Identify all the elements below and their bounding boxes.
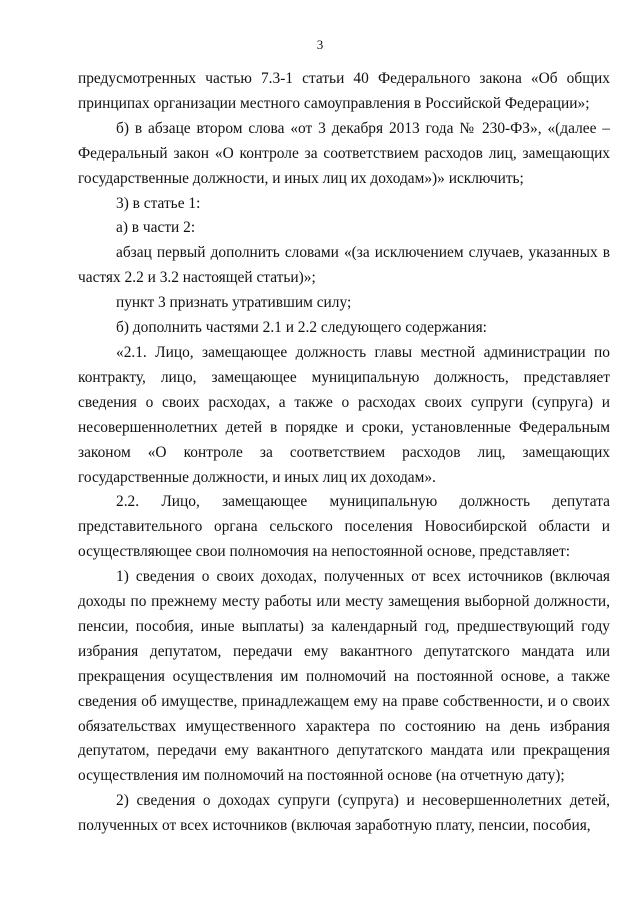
paragraph-article-1: 3) в статье 1: bbox=[116, 194, 201, 212]
paragraph-b-exclusion: б) в абзаце втором слова «от 3 декабря 2013 года № 230-ФЗ», «(далее – Федеральный закон «О контроле за соответствием расходов лиц, замещающих государственные должности, и иных лиц их доходам»)» исключить; bbox=[78, 119, 610, 187]
document-body bbox=[78, 67, 610, 839]
paragraph-2-2: 2.2. Лицо, замещающее муниципальную должность депутата представительного органа сельского поселения Новосибирской области и осуществляющее свои полномочия на непостоянной основе, представляет: bbox=[78, 493, 610, 561]
paragraph-2-1: «2.1. Лицо, замещающее должность главы местной администрации по контракту, лицо, замещающее муниципальную должность, представляет сведения о своих расходах, а также о расходах своих супруги (супруга) и несовершеннолетних детей в порядке и сроки, установленные Федеральным законом «О контроле за соответствием расходов лиц, замещающих государственные должности, и иных лиц их доходам». bbox=[78, 343, 610, 486]
paragraph-first-abzac: абзац первый дополнить словами «(за исключением случаев, указанных в частях 2.2 и 3.2 настоящей статьи)»; bbox=[78, 244, 610, 287]
paragraph-add-parts: б) дополнить частями 2.1 и 2.2 следующего содержания: bbox=[116, 319, 487, 337]
paragraph-part-2: а) в части 2: bbox=[116, 219, 196, 237]
paragraph-continuation: предусмотренных частью 7.3-1 статьи 40 Федерального закона «Об общих принципах организации местного самоуправления в Российской Федерации»; bbox=[78, 70, 610, 112]
paragraph-point-3: пункт 3 признать утратившим силу; bbox=[116, 294, 352, 312]
paragraph-item-1: 1) сведения о своих доходах, полученных от всех источников (включая доходы по прежнему месту работы или месту замещения выборной должности, пенсии, пособия, иные выплаты) за календарный год, предшествующий году избрания депутатом, передачи ему вакантного депутатского мандата или прекращения осуществления им полномочий на постоянной основе, а также сведения об имуществе, принадлежащем ему на праве собственности, и о своих обязательствах имущественного характера по состоянию на день избрания депутатом, передачи ему вакантного депутатского мандата или прекращения осуществления им полномочий на постоянной основе (на отчетную дату); bbox=[78, 568, 610, 785]
paragraph-item-2: 2) сведения о доходах супруги (супруга) и несовершеннолетних детей, полученных от всех источников (включая заработную плату, пенсии, пособия, bbox=[78, 792, 610, 835]
page-number: 3 bbox=[316, 37, 324, 52]
